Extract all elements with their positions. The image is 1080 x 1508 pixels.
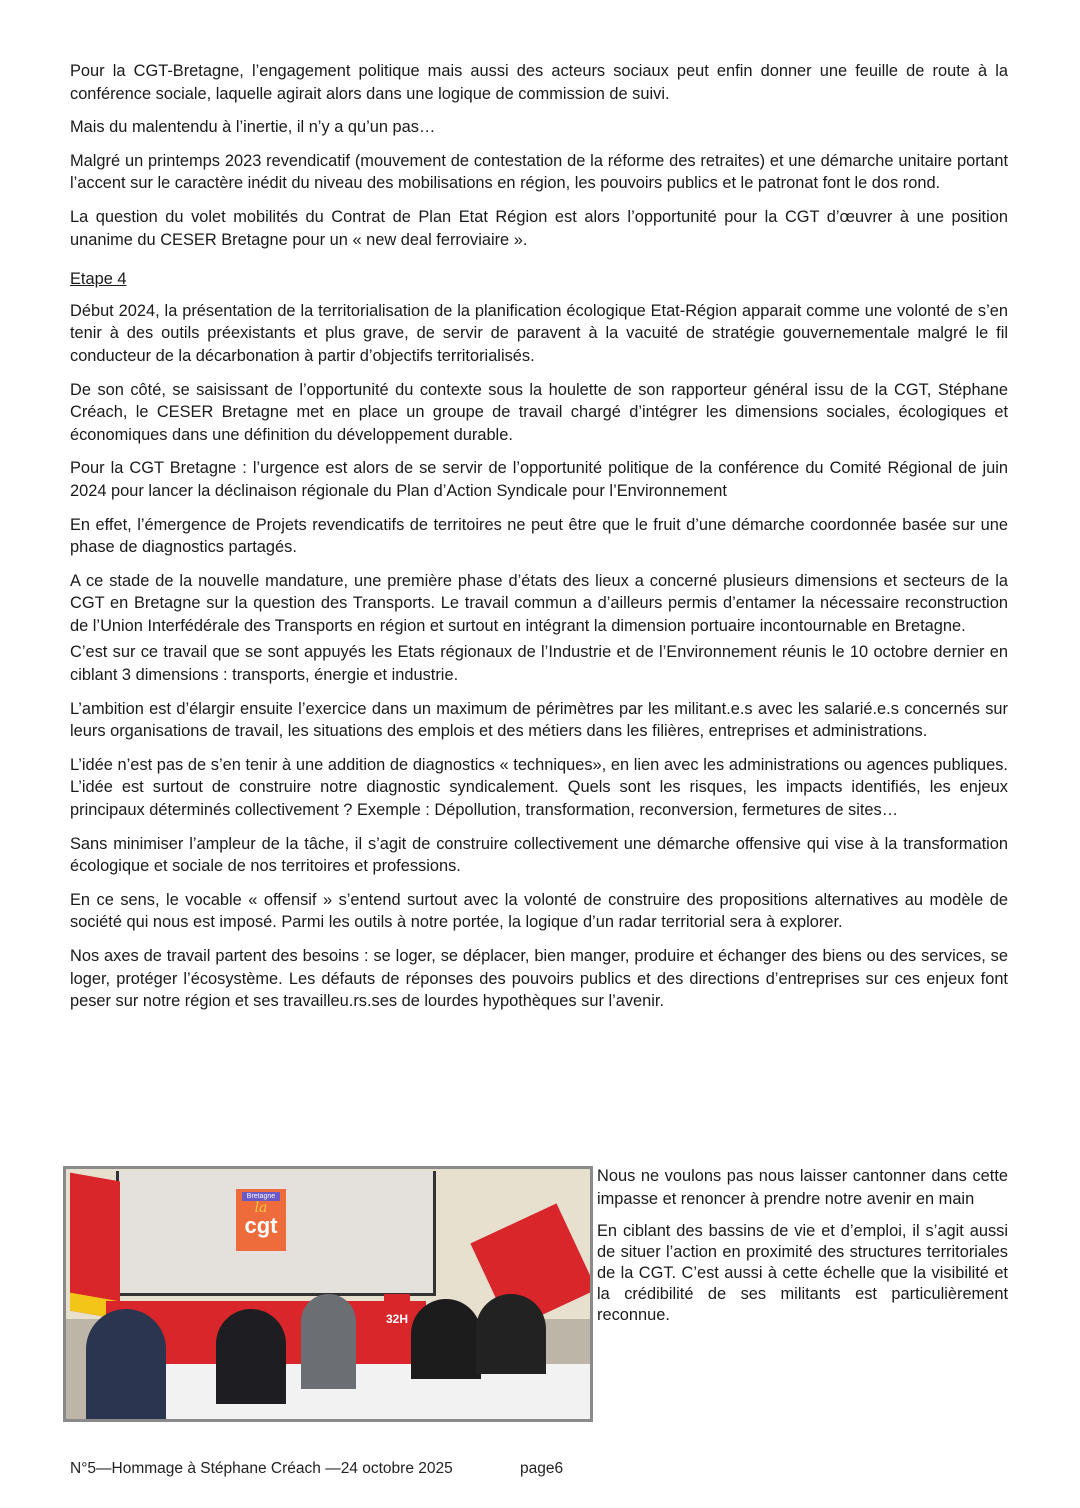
person — [301, 1294, 356, 1389]
paragraph: Nous ne voulons pas nous laisser cantonner dans cette impasse et renoncer à prendre notre avenir en main — [597, 1167, 1008, 1208]
issue-label: N°5—Hommage à Stéphane Créach —24 octobre 2025 — [70, 1460, 453, 1477]
paragraph: De son côté, se saisissant de l’opportunité du contexte sous la houlette de son rapporteur général issu de la CGT, Stéphane Créach, le CESER Bretagne met en place un groupe de travail chargé d’intégrer les dimensions sociales, écologiques et économiques dans une définition du développement durable. — [70, 380, 1008, 444]
flag-left — [70, 1173, 120, 1320]
person — [476, 1294, 546, 1374]
side-column — [597, 1165, 1008, 1337]
paragraph: Malgré un printemps 2023 revendicatif (mouvement de contestation de la réforme des retraites) et une démarche unitaire portant l’accent sur le caractère inédit du niveau des mobilisations en région, les pouvoirs publics et le patronat font le dos rond. — [70, 151, 1008, 193]
person — [411, 1299, 481, 1379]
screen-logo — [236, 1189, 286, 1251]
section-heading: Etape 4 — [70, 270, 127, 289]
person — [216, 1309, 286, 1404]
paragraph: C’est sur ce travail que se sont appuyés les Etats régionaux de l’Industrie et de l’Environnement réunis le 10 octobre dernier en ciblant 3 dimensions : transports, énergie et industrie. — [70, 643, 1008, 685]
paragraph: Pour la CGT Bretagne : l’urgence est alors de se servir de l’opportunité politique de la conférence du Comité Régional de juin 2024 pour lancer la déclinaison régionale du Plan d’Action Syndicale pour l’Environnement — [70, 459, 1008, 500]
paragraph: En effet, l’émergence de Projets revendicatifs de territoires ne peut être que le fruit d’une démarche coordonnée basée sur une phase de diagnostics partagés. — [70, 515, 1008, 557]
article-body — [70, 60, 1008, 1024]
paragraph: La question du volet mobilités du Contrat de Plan Etat Région est alors l’opportunité pour la CGT d’œuvrer à une position unanime du CESER Bretagne pour un « new deal ferroviaire ». — [70, 207, 1008, 249]
poster-32h: 32H — [384, 1294, 410, 1364]
paragraph: A ce stade de la nouvelle mandature, une première phase d’états des lieux a concerné plusieurs dimensions et secteurs de la CGT en Bretagne sur la question des Transports. Le travail commun a d’ailleurs permis d’entamer la nécessaire reconstruction de l’Union Interfédérale des Transports en région et surtout en intégrant la dimension portuaire incontournable en Bretagne. — [70, 571, 1008, 635]
paragraph: L’ambition est d’élargir ensuite l’exercice dans un maximum de périmètres par les militant.e.s avec les salarié.e.s concernés sur leurs organisations de travail, les situations des emplois et des métiers dans les filières, entreprises et administrations. — [70, 699, 1008, 741]
logo-main-text: cgt — [244, 1213, 278, 1238]
page-number: page6 — [520, 1460, 564, 1477]
meeting-photo — [63, 1166, 593, 1422]
logo-top-text: Bretagne — [242, 1192, 280, 1201]
paragraph: Mais du malentendu à l’inertie, il n’y a qu’un pas… — [70, 118, 436, 137]
page-footer — [70, 1460, 564, 1478]
paragraph: En ciblant des bassins de vie et d’emploi, il s’agit aussi de situer l’action en proximité des structures territoriales de la CGT. C’est aussi à cette échelle que la visibilité et la crédibilité de ses militants est particulièrement reconnue. — [597, 1222, 1008, 1325]
paragraph: Nos axes de travail partent des besoins : se loger, se déplacer, bien manger, produire et échanger des biens ou des services, se loger, protéger l’écosystème. Les défauts de réponses des pouvoirs publics et des directions d’entreprises sur ces enjeux font peser sur notre région et ses travailleu.rs.ses de lourdes hypothèques sur l’avenir. — [70, 947, 1008, 1011]
paragraph: L’idée n’est pas de s’en tenir à une addition de diagnostics « techniques», en lien avec les administrations ou agences publiques. L’idée est surtout de construire notre diagnostic syndicalement. Quels sont les risques, les impacts identifiés, les enjeux principaux déterminés collectivement ? Exemple : Dépollution, transformation, reconversion, fermetures de sites… — [70, 755, 1008, 820]
person — [86, 1309, 166, 1419]
paragraph: Début 2024, la présentation de la territorialisation de la planification écologique Etat-Région apparait comme une volonté de s’en tenir à des outils préexistants et plus grave, de servir de paravent à la vacuité de stratégie gouvernementale malgré le fil conducteur de la décarbonation à partir d’objectifs territorialisés. — [70, 301, 1008, 365]
paragraph: En ce sens, le vocable « offensif » s’entend surtout avec la volonté de construire des propositions alternatives au modèle de société qui nous est imposé. Parmi les outils à notre portée, la logique d’un radar territorial sera à explorer. — [70, 890, 1008, 932]
logo-script-text: la — [254, 1200, 268, 1216]
paragraph: Sans minimiser l’ampleur de la tâche, il s’agit de construire collectivement une démarche offensive qui vise à la transformation écologique et sociale de nos territoires et professions. — [70, 834, 1008, 876]
paragraph: Pour la CGT-Bretagne, l’engagement politique mais aussi des acteurs sociaux peut enfin donner une feuille de route à la conférence sociale, laquelle agirait alors dans une logique de commission de suivi. — [70, 62, 1008, 103]
